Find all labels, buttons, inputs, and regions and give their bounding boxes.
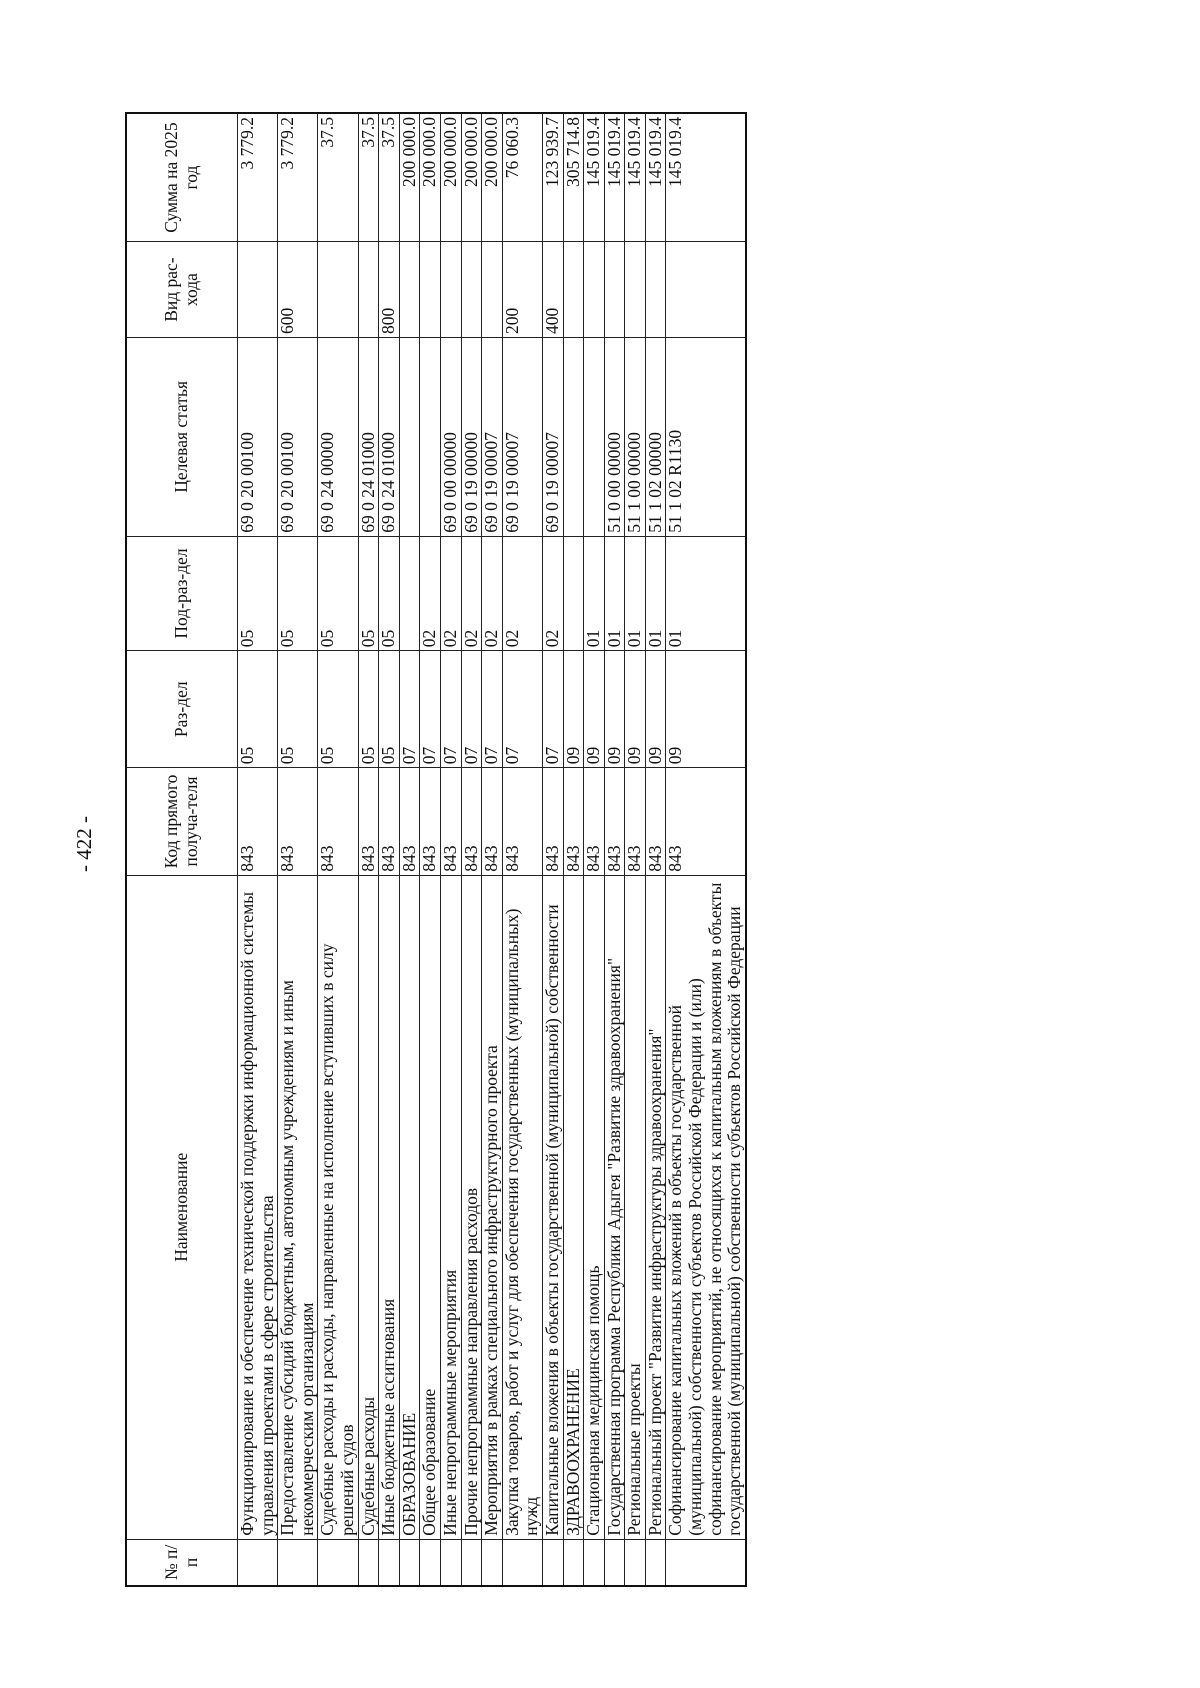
cell-num — [502, 1539, 542, 1586]
cell-target: 69 0 24 01000 — [379, 338, 400, 537]
cell-recipient: 843 — [502, 768, 542, 876]
cell-name: Закупка товаров, работ и услуг для обеспечения государственных (муниципальных) нужд — [502, 875, 542, 1539]
cell-recipient: 843 — [666, 768, 746, 876]
table-row — [563, 113, 584, 1586]
cell-section: 07 — [399, 651, 420, 768]
cell-recipient: 843 — [420, 768, 441, 876]
cell-target: 51 1 02 00000 — [645, 338, 666, 537]
cell-section: 05 — [238, 651, 278, 768]
table-row — [502, 113, 542, 1586]
cell-num — [482, 1539, 503, 1586]
header-target: Целевая статья — [126, 338, 238, 537]
cell-target — [584, 338, 605, 537]
cell-subsection: 02 — [482, 536, 503, 651]
cell-recipient: 843 — [482, 768, 503, 876]
cell-num — [563, 1539, 584, 1586]
cell-subsection: 05 — [358, 536, 379, 651]
cell-section: 09 — [625, 651, 646, 768]
cell-section: 07 — [461, 651, 482, 768]
header-name: Наименование — [126, 875, 238, 1539]
cell-num — [542, 1539, 563, 1586]
cell-amount: 37.5 — [358, 113, 379, 242]
cell-section: 07 — [440, 651, 461, 768]
cell-amount: 200 000.0 — [482, 113, 503, 242]
table-row — [666, 113, 746, 1586]
cell-expense-type — [563, 242, 584, 338]
cell-name: ОБРАЗОВАНИЕ — [399, 875, 420, 1539]
cell-num — [625, 1539, 646, 1586]
cell-num — [399, 1539, 420, 1586]
cell-amount: 145 019.4 — [645, 113, 666, 242]
cell-target: 69 0 24 00000 — [318, 338, 358, 537]
table-row — [358, 113, 379, 1586]
cell-section: 09 — [666, 651, 746, 768]
cell-name: Капитальные вложения в объекты государственной (муниципальной) собственности — [542, 875, 563, 1539]
cell-subsection — [399, 536, 420, 651]
cell-section: 05 — [278, 651, 318, 768]
cell-target: 69 0 20 00100 — [238, 338, 278, 537]
cell-amount: 3 779.2 — [278, 113, 318, 242]
cell-name: Судебные расходы и расходы, направленные на исполнение вступивших в силу решений судов — [318, 875, 358, 1539]
rotated-table-container — [125, 112, 1063, 1587]
cell-recipient: 843 — [399, 768, 420, 876]
header-subsection: Под-раз-дел — [126, 536, 238, 651]
cell-expense-type — [399, 242, 420, 338]
cell-name: Предоставление субсидий бюджетным, автономным учреждениям и иным некоммерческим организациям — [278, 875, 318, 1539]
cell-name: Стационарная медицинская помощь — [584, 875, 605, 1539]
cell-amount: 200 000.0 — [399, 113, 420, 242]
cell-num — [358, 1539, 379, 1586]
cell-section: 09 — [584, 651, 605, 768]
cell-recipient: 843 — [604, 768, 625, 876]
table-row — [278, 113, 318, 1586]
cell-section: 05 — [358, 651, 379, 768]
cell-amount: 145 019.4 — [584, 113, 605, 242]
cell-expense-type — [584, 242, 605, 338]
cell-expense-type: 200 — [502, 242, 542, 338]
cell-num — [461, 1539, 482, 1586]
cell-amount: 3 779.2 — [238, 113, 278, 242]
page-number: - 422 - — [72, 816, 96, 872]
cell-expense-type — [461, 242, 482, 338]
table-row — [399, 113, 420, 1586]
cell-target: 69 0 24 01000 — [358, 338, 379, 537]
table-row — [318, 113, 358, 1586]
cell-num — [584, 1539, 605, 1586]
cell-amount: 305 714.8 — [563, 113, 584, 242]
cell-recipient: 843 — [542, 768, 563, 876]
cell-subsection: 05 — [318, 536, 358, 651]
cell-target: 51 1 02 R1130 — [666, 338, 746, 537]
table-row — [238, 113, 278, 1586]
cell-recipient: 843 — [625, 768, 646, 876]
cell-subsection: 01 — [625, 536, 646, 651]
cell-name: Иные бюджетные ассигнования — [379, 875, 400, 1539]
cell-num — [645, 1539, 666, 1586]
cell-section: 05 — [318, 651, 358, 768]
cell-subsection: 01 — [604, 536, 625, 651]
cell-target — [563, 338, 584, 537]
cell-target: 69 0 00 00000 — [440, 338, 461, 537]
cell-num — [238, 1539, 278, 1586]
cell-expense-type — [420, 242, 441, 338]
header-num: № п/п — [126, 1539, 238, 1586]
cell-amount: 145 019.4 — [666, 113, 746, 242]
cell-target: 51 0 00 00000 — [604, 338, 625, 537]
cell-expense-type — [604, 242, 625, 338]
cell-subsection: 02 — [542, 536, 563, 651]
cell-expense-type — [238, 242, 278, 338]
cell-name: Софинансирование капитальных вложений в объекты государственной (муниципальной) собственности субъектов Российской Федерации и (или) софинансирование мероприятий, не относящихся к капитальным вложениям в объекты государственной (муниципальной) собственности субъектов Российской Федерации — [666, 875, 746, 1539]
cell-name: Прочие непрограммные направления расходов — [461, 875, 482, 1539]
cell-expense-type: 800 — [379, 242, 400, 338]
header-expense-type: Вид рас-хода — [126, 242, 238, 338]
table-row — [645, 113, 666, 1586]
cell-expense-type — [482, 242, 503, 338]
cell-expense-type — [645, 242, 666, 338]
cell-amount: 76 060.3 — [502, 113, 542, 242]
cell-expense-type — [358, 242, 379, 338]
cell-expense-type — [666, 242, 746, 338]
cell-num — [379, 1539, 400, 1586]
table-row — [542, 113, 563, 1586]
cell-subsection: 02 — [420, 536, 441, 651]
cell-expense-type — [440, 242, 461, 338]
cell-recipient: 843 — [318, 768, 358, 876]
table-row — [604, 113, 625, 1586]
cell-subsection: 02 — [461, 536, 482, 651]
cell-name: Функционирование и обеспечение технической поддержки информационной системы управления проектами в сфере строительства — [238, 875, 278, 1539]
table-header-row — [126, 113, 238, 1586]
cell-name: Мероприятия в рамках специального инфраструктурного проекта — [482, 875, 503, 1539]
cell-target: 69 0 20 00100 — [278, 338, 318, 537]
table-row — [461, 113, 482, 1586]
cell-amount: 200 000.0 — [461, 113, 482, 242]
cell-name: Региональный проект "Развитие инфраструктуры здравоохранения" — [645, 875, 666, 1539]
cell-section: 09 — [604, 651, 625, 768]
cell-target — [420, 338, 441, 537]
cell-recipient: 843 — [379, 768, 400, 876]
cell-recipient: 843 — [358, 768, 379, 876]
table-row — [482, 113, 503, 1586]
cell-num — [318, 1539, 358, 1586]
cell-amount: 145 019.4 — [625, 113, 646, 242]
cell-target: 69 0 19 00007 — [502, 338, 542, 537]
cell-expense-type — [318, 242, 358, 338]
header-section: Раз-дел — [126, 651, 238, 768]
header-recipient: Код прямого получа-теля — [126, 768, 238, 876]
cell-amount: 37.5 — [379, 113, 400, 242]
cell-name: Региональные проекты — [625, 875, 646, 1539]
cell-recipient: 843 — [238, 768, 278, 876]
budget-table — [125, 112, 747, 1587]
cell-recipient: 843 — [645, 768, 666, 876]
cell-subsection: 05 — [379, 536, 400, 651]
cell-section: 07 — [502, 651, 542, 768]
cell-name: ЗДРАВООХРАНЕНИЕ — [563, 875, 584, 1539]
cell-section: 09 — [645, 651, 666, 768]
cell-recipient: 843 — [584, 768, 605, 876]
cell-num — [420, 1539, 441, 1586]
cell-amount: 123 939.7 — [542, 113, 563, 242]
cell-section: 07 — [482, 651, 503, 768]
table-row — [440, 113, 461, 1586]
cell-subsection: 01 — [666, 536, 746, 651]
cell-recipient: 843 — [440, 768, 461, 876]
cell-expense-type: 400 — [542, 242, 563, 338]
cell-subsection: 05 — [238, 536, 278, 651]
table-row — [379, 113, 400, 1586]
cell-name: Судебные расходы — [358, 875, 379, 1539]
cell-subsection: 05 — [278, 536, 318, 651]
cell-expense-type — [625, 242, 646, 338]
cell-amount: 200 000.0 — [420, 113, 441, 242]
cell-name: Общее образование — [420, 875, 441, 1539]
cell-recipient: 843 — [461, 768, 482, 876]
cell-target: 69 0 19 00007 — [542, 338, 563, 537]
cell-num — [278, 1539, 318, 1586]
cell-num — [440, 1539, 461, 1586]
cell-target: 69 0 19 00000 — [461, 338, 482, 537]
header-amount: Сумма на 2025 год — [126, 113, 238, 242]
cell-subsection: 02 — [502, 536, 542, 651]
table-row — [584, 113, 605, 1586]
table-row — [625, 113, 646, 1586]
cell-subsection: 02 — [440, 536, 461, 651]
cell-section: 05 — [379, 651, 400, 768]
cell-expense-type: 600 — [278, 242, 318, 338]
table-row — [420, 113, 441, 1586]
cell-target: 69 0 19 00007 — [482, 338, 503, 537]
cell-amount: 200 000.0 — [440, 113, 461, 242]
cell-section: 09 — [563, 651, 584, 768]
cell-subsection — [563, 536, 584, 651]
cell-name: Иные непрограммные мероприятия — [440, 875, 461, 1539]
cell-recipient: 843 — [563, 768, 584, 876]
cell-amount: 37.5 — [318, 113, 358, 242]
cell-subsection: 01 — [584, 536, 605, 651]
cell-amount: 145 019.4 — [604, 113, 625, 242]
cell-name: Государственная программа Республики Адыгея "Развитие здравоохранения" — [604, 875, 625, 1539]
cell-num — [604, 1539, 625, 1586]
cell-recipient: 843 — [278, 768, 318, 876]
cell-section: 07 — [542, 651, 563, 768]
table-body — [238, 113, 746, 1586]
cell-subsection: 01 — [645, 536, 666, 651]
cell-target — [399, 338, 420, 537]
cell-section: 07 — [420, 651, 441, 768]
cell-num — [666, 1539, 746, 1586]
cell-target: 51 1 00 00000 — [625, 338, 646, 537]
